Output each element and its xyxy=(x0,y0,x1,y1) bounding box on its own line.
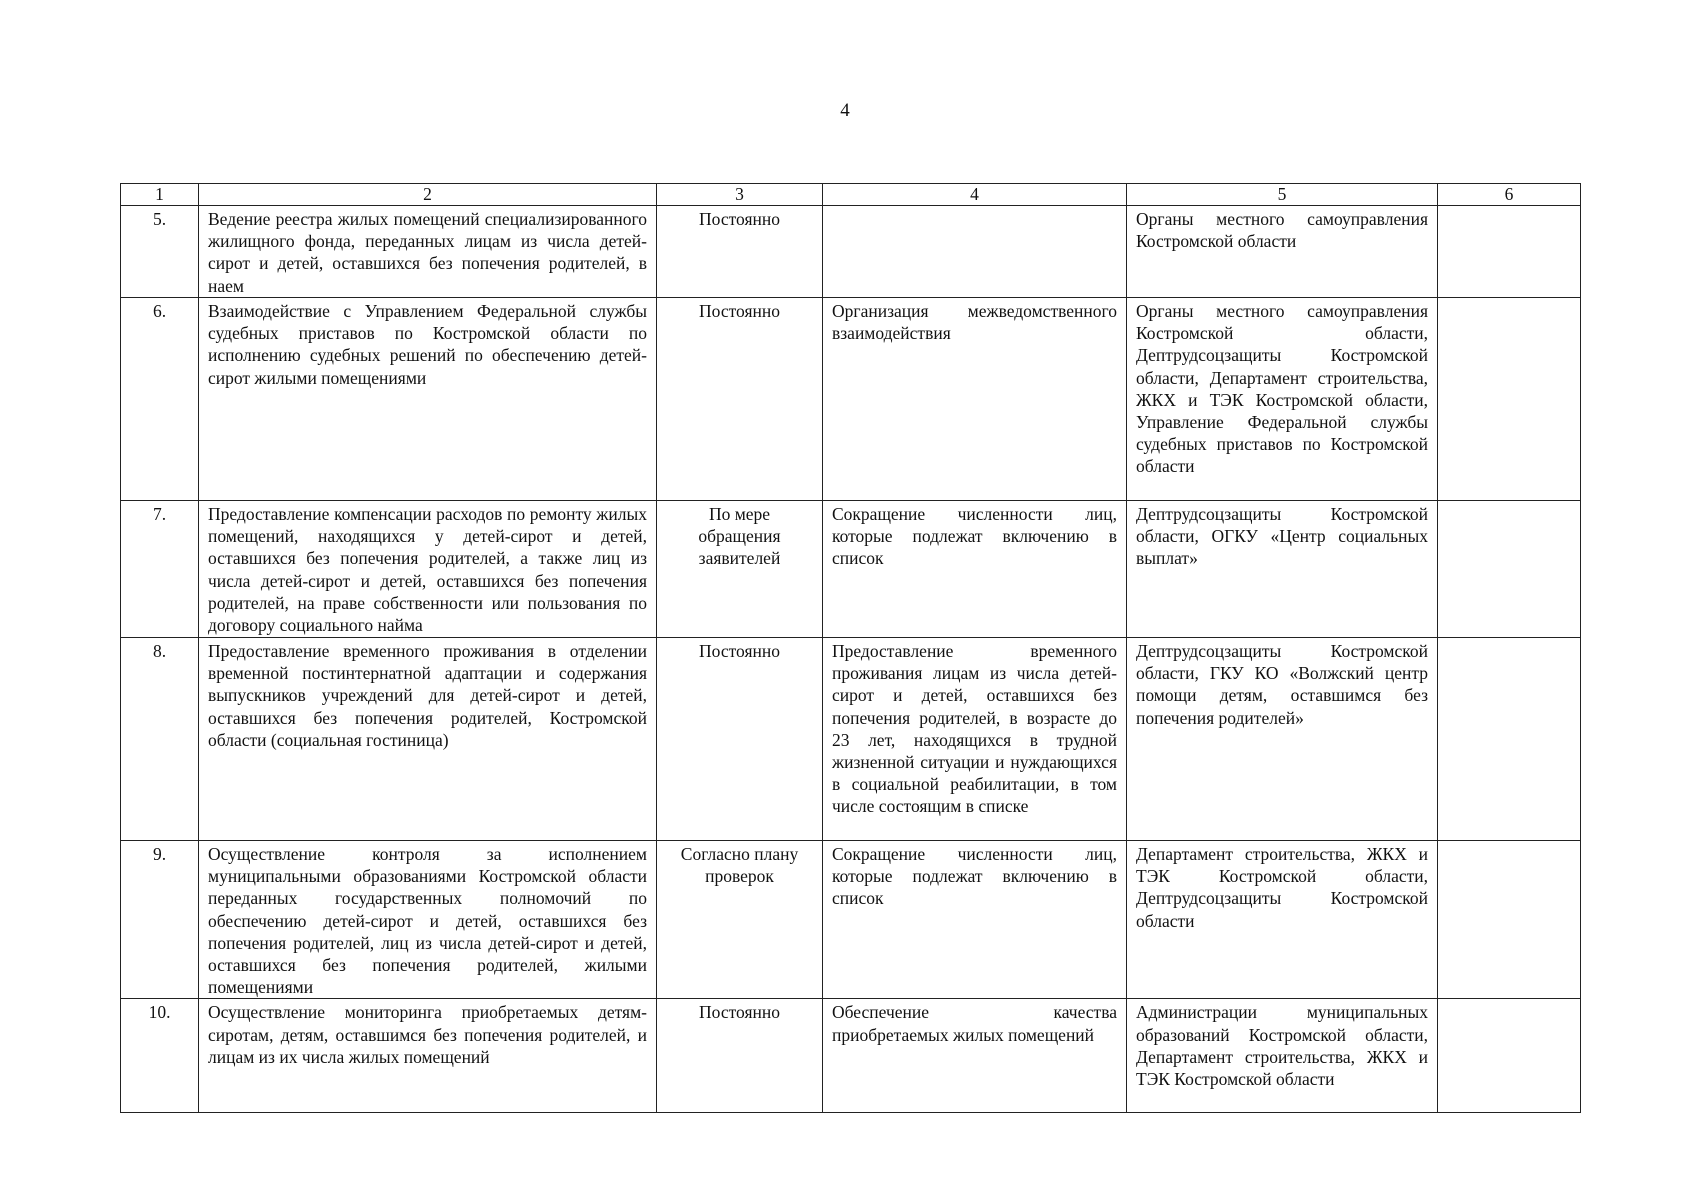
result-cell: Предоставление временного проживания лицам из числа детей-сирот и детей, оставшихся без попечения родителей, в возрасте до 23 лет, находящихся в трудной жизненной ситуации и нуждающихся в социальной реабилитации, в том числе состоящим в списке xyxy=(823,638,1127,841)
term-cell: Постоянно xyxy=(657,999,823,1113)
activity-cell: Предоставление временного проживания в отделении временной постинтернатной адаптации и содержания выпускников учреждений для детей-сирот и детей, оставшихся без попечения родителей, Костромской области (социальная гостиница) xyxy=(199,638,657,841)
note-cell xyxy=(1438,298,1581,501)
column-header: 4 xyxy=(823,184,1127,206)
table-row xyxy=(121,298,1581,501)
column-header: 5 xyxy=(1127,184,1438,206)
table-row xyxy=(121,841,1581,999)
term-cell: Согласно плану проверок xyxy=(657,841,823,999)
executors-cell: Дептрудсоцзащиты Костромской области, ОГКУ «Центр социальных выплат» xyxy=(1127,501,1438,638)
row-number: 7. xyxy=(121,501,199,638)
executors-cell: Дептрудсоцзащиты Костромской области, ГКУ КО «Волжский центр помощи детям, оставшимся без попечения родителей» xyxy=(1127,638,1438,841)
table-row xyxy=(121,206,1581,298)
executors-cell: Органы местного самоуправления Костромской области xyxy=(1127,206,1438,298)
executors-cell: Органы местного самоуправления Костромской области, Дептрудсоцзащиты Костромской области, Департамент строительства, ЖКХ и ТЭК Костромской области, Управление Федеральной службы судебных приставов по Костромской области xyxy=(1127,298,1438,501)
table-header-row xyxy=(121,184,1581,206)
term-cell: По мере обращения заявителей xyxy=(657,501,823,638)
activity-cell: Предоставление компенсации расходов по ремонту жилых помещений, находящихся у детей-сирот и детей, оставшихся без попечения родителей, а также лиц из числа детей-сирот и детей, оставшихся без попечения родителей, на праве собственности или пользования по договору социального найма xyxy=(199,501,657,638)
note-cell xyxy=(1438,501,1581,638)
plan-table xyxy=(120,183,1581,1113)
page-number: 4 xyxy=(840,100,850,121)
row-number: 9. xyxy=(121,841,199,999)
result-cell: Сокращение численности лиц, которые подлежат включению в список xyxy=(823,841,1127,999)
result-cell xyxy=(823,206,1127,298)
column-header: 3 xyxy=(657,184,823,206)
note-cell xyxy=(1438,841,1581,999)
activity-cell: Взаимодействие с Управлением Федеральной службы судебных приставов по Костромской области по исполнению судебных решений по обеспечению детей-сирот жилыми помещениями xyxy=(199,298,657,501)
row-number: 6. xyxy=(121,298,199,501)
result-cell: Организация межведомственного взаимодействия xyxy=(823,298,1127,501)
result-cell: Обеспечение качества приобретаемых жилых помещений xyxy=(823,999,1127,1113)
note-cell xyxy=(1438,206,1581,298)
column-header: 1 xyxy=(121,184,199,206)
term-cell: Постоянно xyxy=(657,638,823,841)
table-row xyxy=(121,638,1581,841)
note-cell xyxy=(1438,999,1581,1113)
row-number: 5. xyxy=(121,206,199,298)
table-row xyxy=(121,999,1581,1113)
row-number: 10. xyxy=(121,999,199,1113)
activity-cell: Осуществление мониторинга приобретаемых детям-сиротам, детям, оставшимся без попечения родителей, и лицам из их числа жилых помещений xyxy=(199,999,657,1113)
activity-cell: Осуществление контроля за исполнением муниципальными образованиями Костромской области переданных государственных полномочий по обеспечению детей-сирот и детей, оставшихся без попечения родителей, лиц из числа детей-сирот и детей, оставшихся без попечения родителей, жилыми помещениями xyxy=(199,841,657,999)
result-cell: Сокращение численности лиц, которые подлежат включению в список xyxy=(823,501,1127,638)
term-cell: Постоянно xyxy=(657,298,823,501)
column-header: 6 xyxy=(1438,184,1581,206)
executors-cell: Администрации муниципальных образований Костромской области, Департамент строительства, ЖКХ и ТЭК Костромской области xyxy=(1127,999,1438,1113)
table-row xyxy=(121,501,1581,638)
note-cell xyxy=(1438,638,1581,841)
executors-cell: Департамент строительства, ЖКХ и ТЭК Костромской области, Дептрудсоцзащиты Костромской области xyxy=(1127,841,1438,999)
row-number: 8. xyxy=(121,638,199,841)
column-header: 2 xyxy=(199,184,657,206)
term-cell: Постоянно xyxy=(657,206,823,298)
activity-cell: Ведение реестра жилых помещений специализированного жилищного фонда, переданных лицам из числа детей-сирот и детей, оставшихся без попечения родителей, в наем xyxy=(199,206,657,298)
